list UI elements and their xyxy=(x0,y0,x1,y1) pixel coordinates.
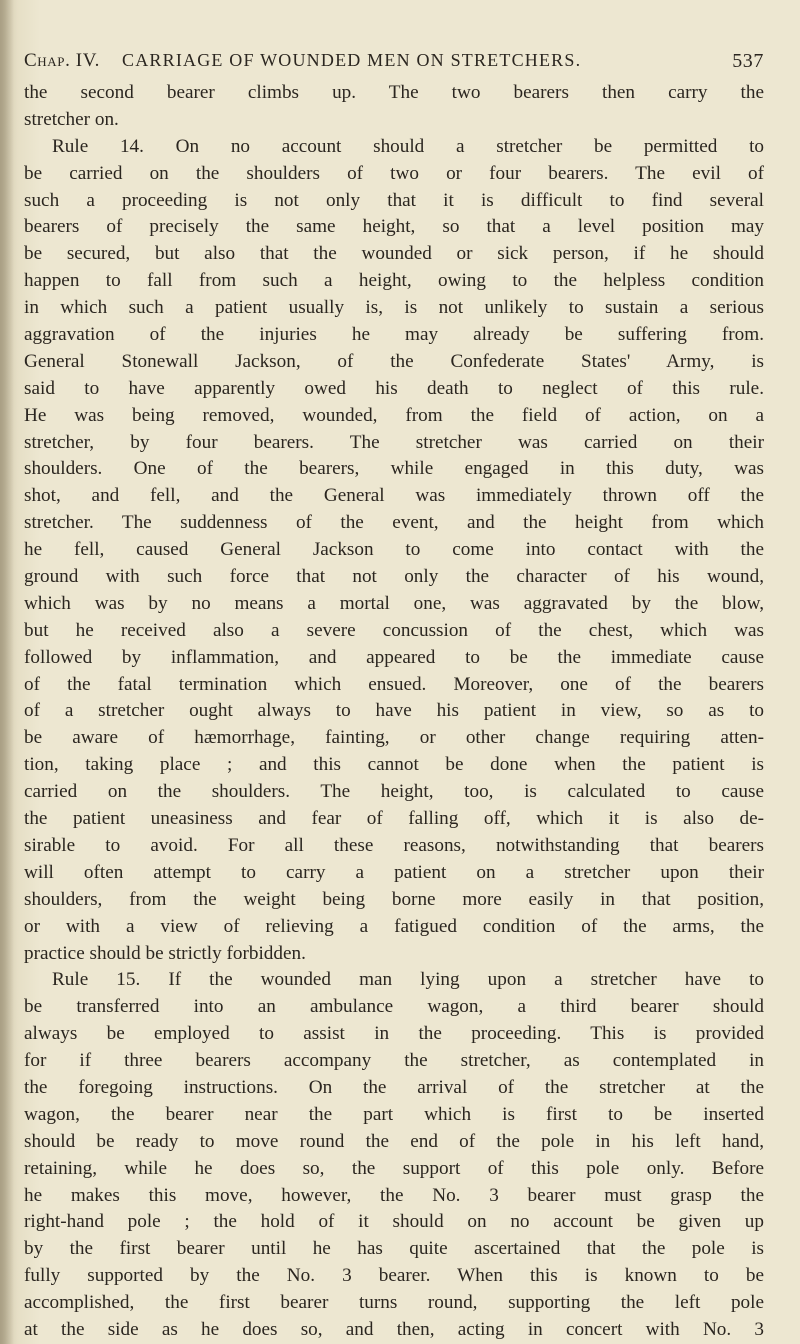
text-line: practice should be strictly forbidden. xyxy=(24,942,306,964)
running-header xyxy=(24,50,764,74)
text-line: the second bearer climbs up. The two bearers then carry the xyxy=(24,82,764,103)
text-line: bearers of precisely the same height, so that a level position may xyxy=(24,216,764,238)
text-line: aggravation of the injuries he may already be suffering from. xyxy=(24,324,764,346)
text-line: in which such a patient usually is, is not unlikely to sustain a serious xyxy=(24,297,764,319)
text-line: stretcher, by four bearers. The stretcher was carried on their xyxy=(24,431,764,453)
body-text xyxy=(24,80,764,1344)
text-line: but he received also a severe concussion of the chest, which was xyxy=(24,619,764,641)
text-line: the patient uneasiness and fear of falling off, which it is also de- xyxy=(24,808,764,830)
text-line: He was being removed, wounded, from the field of action, on a xyxy=(24,404,764,426)
text-line: stretcher. The suddenness of the event, and the height from which xyxy=(24,512,764,534)
text-line: stretcher on. xyxy=(24,108,119,130)
text-line: by the first bearer until he has quite ascertained that the pole is xyxy=(24,1238,764,1260)
text-line: or with a view of relieving a fatigued condition of the arms, the xyxy=(24,915,764,937)
text-line: carried on the shoulders. The height, too, is calculated to cause xyxy=(24,781,764,803)
text-line: ground with such force that not only the character of his wound, xyxy=(24,566,764,588)
text-line: be aware of hæmorrhage, fainting, or other change requiring atten- xyxy=(24,727,764,749)
text-line: shoulders, from the weight being borne more easily in that position, xyxy=(24,888,764,910)
text-line: retaining, while he does so, the support of this pole only. Before xyxy=(24,1157,764,1179)
text-line: Rule 15. If the wounded man lying upon a stretcher have to xyxy=(52,969,764,991)
text-line: which was by no means a mortal one, was aggravated by the blow, xyxy=(24,592,764,614)
text-line: the foregoing instructions. On the arrival of the stretcher at the xyxy=(24,1076,764,1098)
text-line: happen to fall from such a height, owing to the helpless condition xyxy=(24,270,764,292)
text-line: at the side as he does so, and then, acting in concert with No. 3 xyxy=(24,1318,764,1340)
text-line: he makes this move, however, the No. 3 bearer must grasp the xyxy=(24,1184,764,1206)
text-line: such a proceeding is not only that it is difficult to find several xyxy=(24,189,764,211)
text-line: sirable to avoid. For all these reasons, notwithstanding that bearers xyxy=(24,834,764,856)
text-line: for if three bearers accompany the stretcher, as contemplated in xyxy=(24,1050,764,1072)
text-line: should be ready to move round the end of the pole in his left hand, xyxy=(24,1130,764,1152)
text-line: said to have apparently owed his death to neglect of this rule. xyxy=(24,377,764,399)
text-line: be transferred into an ambulance wagon, a third bearer should xyxy=(24,996,764,1018)
text-line: shoulders. One of the bearers, while engaged in this duty, was xyxy=(24,458,764,480)
chapter-label: Chap. IV. xyxy=(24,50,100,71)
text-line: shot, and fell, and the General was immediately thrown off the xyxy=(24,485,764,507)
text-line: followed by inflammation, and appeared to be the immediate cause xyxy=(24,646,764,668)
text-line: he fell, caused General Jackson to come into contact with the xyxy=(24,539,764,561)
text-line: be secured, but also that the wounded or sick person, if he should xyxy=(24,243,764,265)
text-line: wagon, the bearer near the part which is first to be inserted xyxy=(24,1103,764,1125)
text-line: Rule 14. On no account should a stretcher be permitted to xyxy=(52,135,764,157)
text-line: be carried on the shoulders of two or four bearers. The evil of xyxy=(24,162,764,184)
text-line: right-hand pole ; the hold of it should on no account be given up xyxy=(24,1211,764,1233)
running-title: CARRIAGE OF WOUNDED MEN ON STRETCHERS. xyxy=(122,50,582,70)
text-line: accomplished, the first bearer turns round, supporting the left pole xyxy=(24,1292,764,1314)
binding-gutter-shadow xyxy=(0,0,14,1344)
text-line: will often attempt to carry a patient on a stretcher upon their xyxy=(24,861,764,883)
text-line: tion, taking place ; and this cannot be done when the patient is xyxy=(24,754,764,776)
text-line: always be employed to assist in the proceeding. This is provided xyxy=(24,1023,764,1045)
text-line: of a stretcher ought always to have his patient in view, so as to xyxy=(24,700,764,722)
text-line: of the fatal termination which ensued. Moreover, one of the bearers xyxy=(24,673,764,695)
text-line: fully supported by the No. 3 bearer. When this is known to be xyxy=(24,1265,764,1287)
page-number: 537 xyxy=(732,50,764,72)
text-line: General Stonewall Jackson, of the Confederate States' Army, is xyxy=(24,350,764,372)
